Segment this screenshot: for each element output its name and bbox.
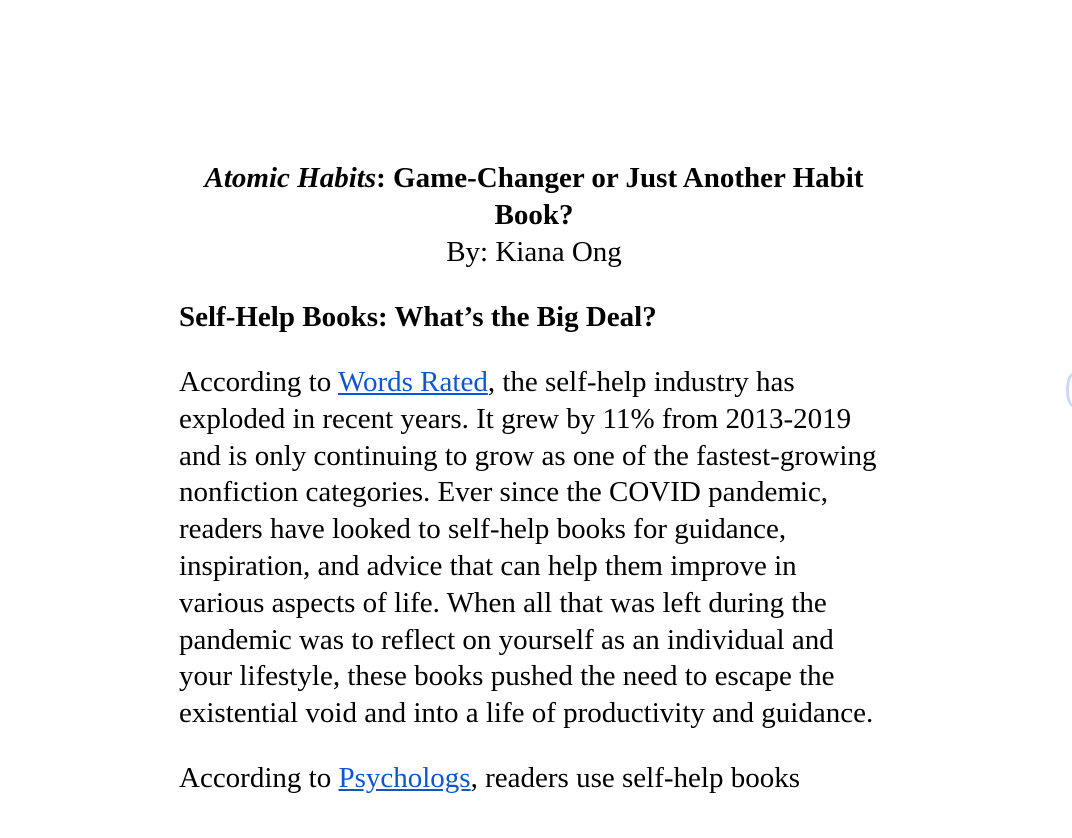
byline: By: Kiana Ong — [446, 236, 622, 268]
section-heading: Self-Help Books: What’s the Big Deal? — [179, 301, 657, 333]
comment-bubble-icon[interactable] — [1066, 373, 1072, 407]
article — [179, 160, 889, 825]
paragraph-1 — [179, 364, 889, 732]
words-rated-link[interactable]: Words Rated — [337, 366, 488, 398]
paragraph-2-intro: According to — [179, 761, 339, 794]
paragraph-2-body: , readers use self-help books — [470, 761, 800, 794]
book-title: Atomic Habits — [204, 162, 377, 194]
paragraph-1-intro: According to — [179, 366, 338, 398]
psychologs-link[interactable]: Psychologs — [338, 761, 471, 794]
article-title — [179, 160, 889, 234]
paragraph-2 — [179, 760, 889, 797]
paragraph-1-body: , the self-help industry has exploded in recent years. It grew by 11% from 2013-2019 and is only continuing to grow as one of the fastest-growing nonfiction categories. Ever since the COVID pandemic, readers have looked to self-help books for guidance, inspiration, and advice that can help them improve in various aspects of life. When all that was left during the pandemic was to reflect on yourself as an individual and your lifestyle, these books pushed the need to escape the existential void and into a life of productivity and guidance. — [179, 366, 877, 730]
title-rest: : Game-Changer or Just Another Habit Book? — [376, 162, 864, 231]
